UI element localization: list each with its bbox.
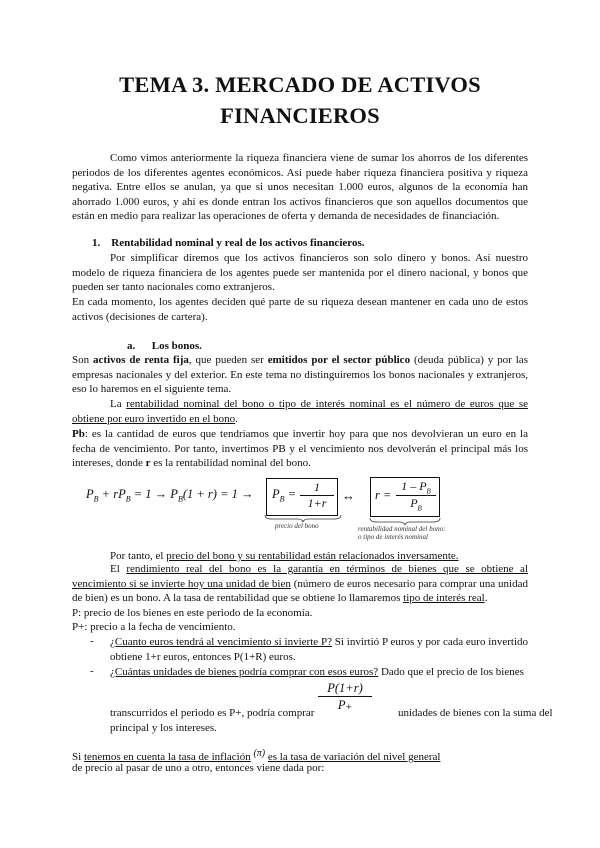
bullet2-line1: ¿Cuántas unidades de bienes podría comprar con esos euros? Dado que el precio de los bienes [110, 666, 524, 678]
price-symbol: $P_B$ = [272, 487, 297, 504]
bullet2-line2-start: transcurridos el periodo es P+, podría comprar [110, 707, 315, 719]
bullet1-dash: - [90, 635, 94, 647]
inverse-relation-line: Por tanto, el precio del bono y su rentabilidad están relacionados inversamente. [110, 550, 459, 562]
bullet2-line3: principal y los intereses. [110, 722, 217, 734]
section1-heading [92, 236, 364, 250]
inflation-rest: de precio al pasar de uno a otro, entonces viene dada por: [72, 762, 325, 774]
bullet2-fraction: $\frac{P(1+r)}{P_+}$ [318, 681, 372, 713]
bullet1-text: ¿Cuanto euros tendrá al vencimiento si invierte P? Si invirtió P euros y por cada euro invertido obtiene 1+r euros, entonces P(1+R) euros. [110, 636, 528, 663]
equivalence-arrow: ↔ [342, 488, 355, 503]
bonos-paragraph2: La rentabilidad nominal del bono o tipo de interés nominal es el número de euros que se obtiene por euro invertido en el bono. [72, 398, 528, 425]
subsection-a-letter: a. [127, 340, 136, 352]
p-definition: P: precio de los bienes en este periodo de la economía. [72, 607, 313, 619]
section1-number: 1. [92, 237, 101, 249]
p-plus-definition: P+: precio a la fecha de vencimiento. [72, 621, 236, 633]
subsection-a-title: Los bonos. [151, 340, 202, 352]
page-title-line1: TEMA 3. MERCADO DE ACTIVOS [119, 72, 481, 97]
subsection-a-heading [127, 339, 202, 353]
rate-symbol: r = [375, 488, 392, 502]
section1-title: Rentabilidad nominal y real de los activos financieros. [111, 237, 365, 249]
pb-definition: Pb: es la cantidad de euros que tendríamos que invertir hoy para que nos devolvieran un euro en la fecha de vencimiento. Por tanto, invertimos PB y el vencimiento nos devolverán el principal más los intereses, donde r es la rentabilidad nominal del bono. [72, 428, 528, 470]
bullet2-line2-end: unidades de bienes con la suma del [398, 707, 553, 719]
equation-left-part: $P_B + rP_B = 1 \to P_B(1 + r) = 1$ → [86, 487, 254, 504]
section1-paragraph1: Por simplificar diremos que los activos financieros son solo dinero y bonos. Así nuestro modelo de riqueza financiera de los agentes puede ser mantenida por el dinero nacional, y bonos que pueden ser tanto nacionales como extranjeros. [72, 252, 528, 294]
bonos-paragraph1: Son activos de renta fija, que pueden ser emitidos por el sector público (deuda pública) y por las empresas nacionales y del exterior. En este tema no distinguiremos los bonos nacionales y extranjeros, eso lo haremos en el siguiente tema. [72, 354, 528, 396]
real-yield-paragraph: El rendimiento real del bono es la garantía en términos de bienes que se obtiene al vencimiento si se invierte hoy una unidad de bien (número de euros necesario para comprar una unidad de bien) es un bono. A la tasa de rentabilidad que se obtiene lo llamaremos tipo de interés real. [72, 563, 528, 605]
rate-brace [369, 517, 441, 525]
rate-fraction: $\frac{1 - P_B}{P_B}$ [396, 479, 436, 513]
rate-caption-line2: o tipo de interés nominal [358, 533, 428, 541]
price-brace [264, 514, 342, 522]
bullet2-dash: - [90, 665, 94, 677]
section1-paragraph2: En cada momento, los agentes deciden qué parte de su riqueza desean mantener en cada uno de estos activos (decisiones de cartera). [72, 296, 528, 323]
inflation-line1: Si tenemos en cuenta la tasa de inflación (π) es la tasa de variación del nivel general [72, 748, 441, 763]
rate-caption-line1: rentabilidad nominal del bono: [358, 525, 446, 533]
price-caption: precio del bono [275, 522, 319, 530]
page-title-line2: FINANCIEROS [220, 103, 380, 128]
price-fraction: $\frac{1}{1+r}$ [300, 480, 334, 511]
inflation-symbol: (π) [253, 748, 266, 759]
intro-paragraph: Como vimos anteriormente la riqueza financiera viene de sumar los ahorros de los diferentes periodos de los diferentes agentes económicos. Así puede haber riqueza financiera positiva y riqueza negativa. Entre ellos se anulan, ya que si unos necesitan 1.000 euros, algunos de la economía han ahorrado 1.000 euros, y ahí es donde entran los activos financieros que son aquellos documentos que están en medio para realizar las operaciones de oferta y demanda de necesidades de financiación. [72, 152, 528, 223]
